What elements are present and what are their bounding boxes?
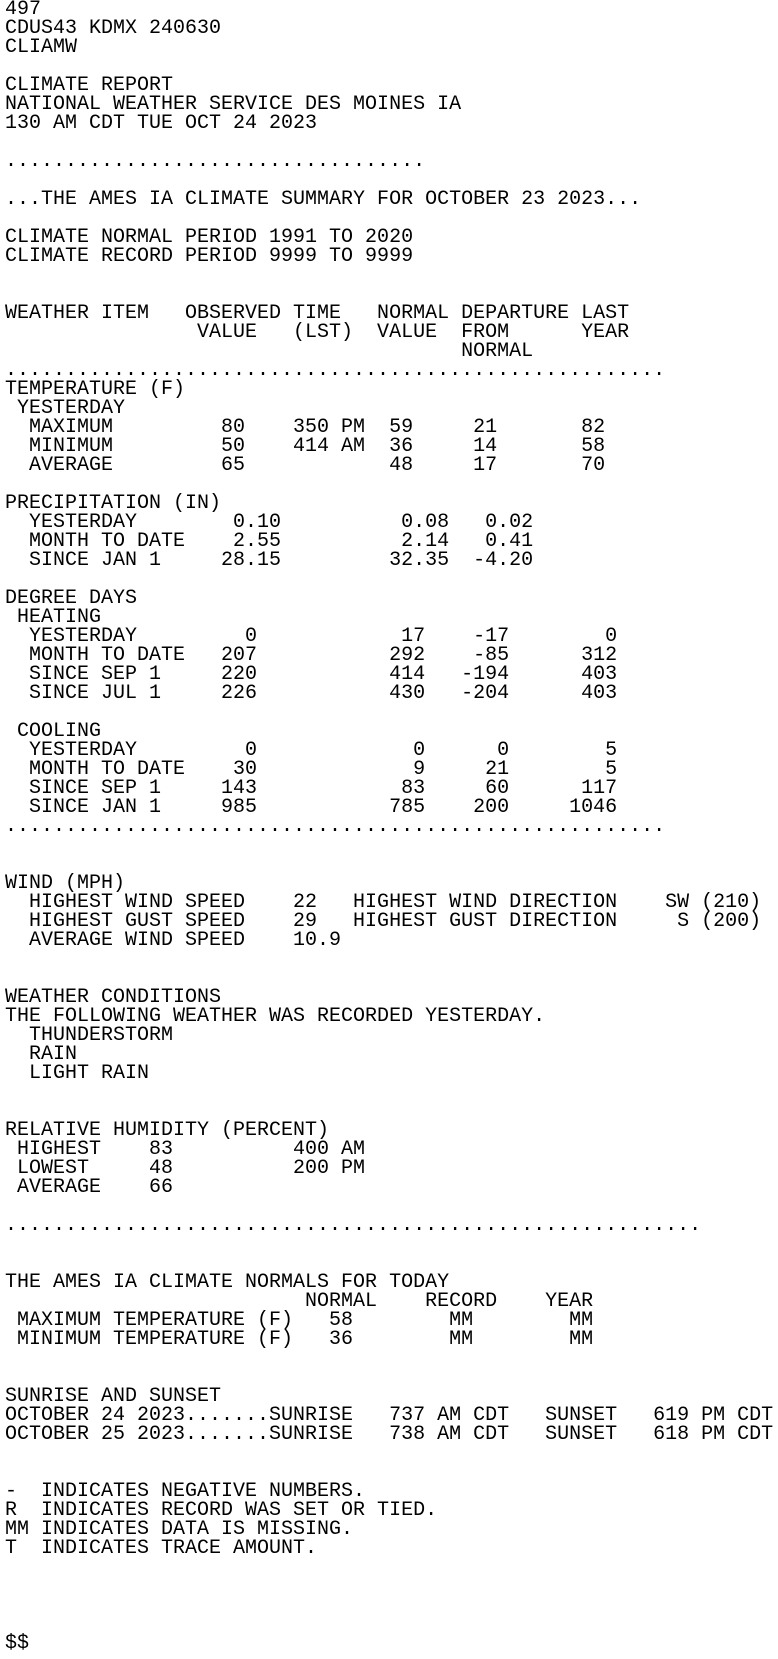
report-line: MONTH TO DATE 2.55 2.14 0.41 [5,530,534,553]
report-line: AVERAGE 66 [5,1176,174,1199]
report-line: CLIMATE RECORD PERIOD 9999 TO 9999 [5,245,414,268]
report-line: THUNDERSTORM [5,1024,174,1047]
report-line: DEGREE DAYS [5,587,138,610]
report-line: MONTH TO DATE 207 292 -85 312 [5,644,618,667]
report-line: VALUE (LST) VALUE FROM YEAR [5,321,630,344]
report-line: NATIONAL WEATHER SERVICE DES MOINES IA [5,93,462,116]
report-line: - INDICATES NEGATIVE NUMBERS. [5,1480,366,1503]
report-line: HIGHEST GUST SPEED 29 HIGHEST GUST DIRECTION S (200) [5,910,762,933]
report-line: RAIN [5,1043,78,1066]
report-line: SUNRISE AND SUNSET [5,1385,222,1408]
report-line: WIND (MPH) [5,872,126,895]
report-line [5,950,778,969]
report-line [5,1444,778,1463]
report-line [5,1577,778,1596]
report-line: MONTH TO DATE 30 9 21 5 [5,758,618,781]
report-line: YESTERDAY 0 17 -17 0 [5,625,618,648]
report-line: CLIMATE REPORT [5,74,174,97]
report-line [5,1349,778,1368]
report-line: ................................... [5,150,426,173]
report-line: MM INDICATES DATA IS MISSING. [5,1518,354,1541]
report-line: CLIMATE NORMAL PERIOD 1991 TO 2020 [5,226,414,249]
report-line: LIGHT RAIN [5,1062,150,1085]
report-line: PRECIPITATION (IN) [5,492,222,515]
report-line: ....................................................... [5,359,666,382]
report-line: YESTERDAY [5,397,126,420]
report-line: YESTERDAY 0 0 0 5 [5,739,618,762]
report-line: OCTOBER 25 2023.......SUNRISE 738 AM CDT SUNSET 618 PM CDT [5,1423,774,1446]
report-line: MINIMUM 50 414 AM 36 14 58 [5,435,606,458]
report-line: 130 AM CDT TUE OCT 24 2023 [5,112,318,135]
report-line: T INDICATES TRACE AMOUNT. [5,1537,318,1560]
report-line: CLIAMW [5,36,78,59]
report-line: SINCE SEP 1 220 414 -194 403 [5,663,618,686]
report-line: MAXIMUM TEMPERATURE (F) 58 MM MM [5,1309,594,1332]
report-line: ...THE AMES IA CLIMATE SUMMARY FOR OCTOBER 23 2023... [5,188,642,211]
report-line: NORMAL RECORD YEAR [5,1290,594,1313]
report-line: $$ [5,1632,30,1655]
report-line: HIGHEST WIND SPEED 22 HIGHEST WIND DIRECTION SW (210) [5,891,762,914]
report-line: SINCE JAN 1 985 785 200 1046 [5,796,618,819]
report-line: RELATIVE HUMIDITY (PERCENT) [5,1119,330,1142]
report-line: TEMPERATURE (F) [5,378,186,401]
report-line [5,703,778,722]
report-line: MAXIMUM 80 350 PM 59 21 82 [5,416,606,439]
report-line: .......................................................... [5,1214,702,1237]
report-line [5,836,778,855]
report-line: MINIMUM TEMPERATURE (F) 36 MM MM [5,1328,594,1351]
report-line: AVERAGE WIND SPEED 10.9 [5,929,342,952]
report-line: R INDICATES RECORD WAS SET OR TIED. [5,1499,438,1522]
report-line: HIGHEST 83 400 AM [5,1138,366,1161]
report-line: SINCE JUL 1 226 430 -204 403 [5,682,618,705]
report-line: YESTERDAY 0.10 0.08 0.02 [5,511,534,534]
report-line: 497 [5,0,42,21]
report-line: SINCE JAN 1 28.15 32.35 -4.20 [5,549,534,572]
report-line [5,1083,778,1102]
report-line [5,266,778,285]
report-line: COOLING [5,720,102,743]
report-line: WEATHER ITEM OBSERVED TIME NORMAL DEPARTURE LAST [5,302,630,325]
report-line [5,1558,778,1577]
report-line: NORMAL [5,340,534,363]
report-line: OCTOBER 24 2023.......SUNRISE 737 AM CDT SUNSET 619 PM CDT [5,1404,774,1427]
report-line: THE AMES IA CLIMATE NORMALS FOR TODAY [5,1271,450,1294]
report-line: WEATHER CONDITIONS [5,986,222,1009]
report-line [5,1596,778,1615]
report-line: CDUS43 KDMX 240630 [5,17,222,40]
report-line: SINCE SEP 1 143 83 60 117 [5,777,618,800]
report-line [5,1235,778,1254]
report-line: THE FOLLOWING WEATHER WAS RECORDED YESTERDAY. [5,1005,546,1028]
report-line [5,1615,778,1634]
report-line: HEATING [5,606,102,629]
report-line: ....................................................... [5,815,666,838]
report-line: AVERAGE 65 48 17 70 [5,454,606,477]
report-line: LOWEST 48 200 PM [5,1157,366,1180]
